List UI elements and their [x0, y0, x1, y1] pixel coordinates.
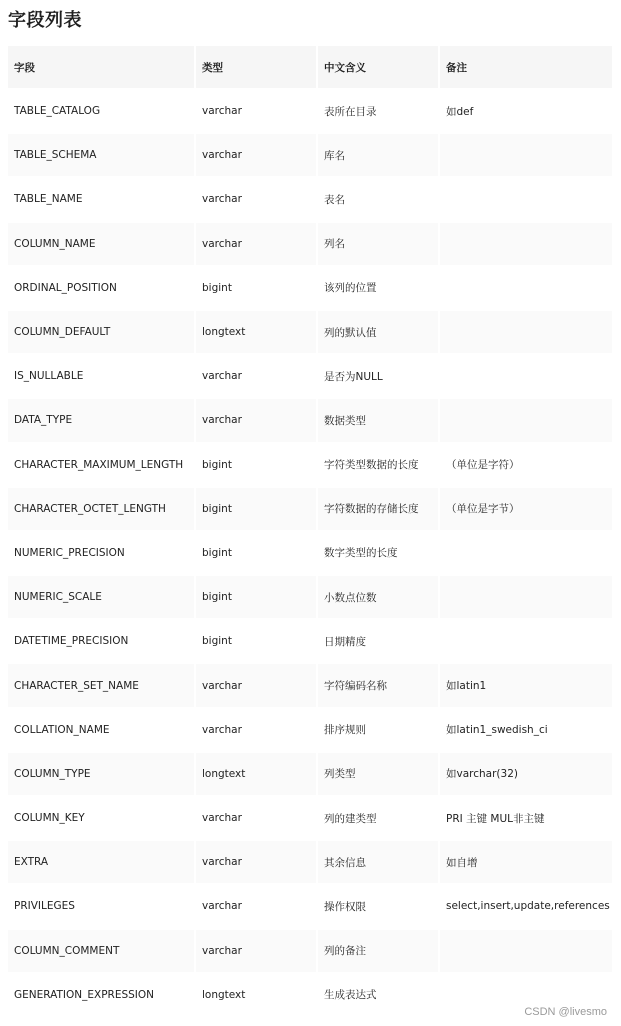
cell-remark — [440, 930, 612, 972]
header-meaning: 中文含义 — [318, 46, 438, 88]
cell-field: COLUMN_NAME — [8, 223, 194, 265]
cell-meaning: 表名 — [318, 178, 438, 220]
cell-meaning: 列名 — [318, 223, 438, 265]
cell-field: CHARACTER_MAXIMUM_LENGTH — [8, 444, 194, 486]
cell-meaning: 数据类型 — [318, 399, 438, 441]
cell-type: varchar — [196, 399, 316, 441]
cell-type: varchar — [196, 841, 316, 883]
cell-type: varchar — [196, 709, 316, 751]
cell-meaning: 其余信息 — [318, 841, 438, 883]
cell-remark — [440, 532, 612, 574]
cell-field: NUMERIC_SCALE — [8, 576, 194, 618]
header-type: 类型 — [196, 46, 316, 88]
cell-type: bigint — [196, 532, 316, 574]
cell-type: varchar — [196, 223, 316, 265]
page-title: 字段列表 — [8, 10, 82, 31]
field-table — [6, 44, 614, 1018]
cell-remark — [440, 178, 612, 220]
cell-field: GENERATION_EXPRESSION — [8, 974, 194, 1016]
cell-meaning: 字符类型数据的长度 — [318, 444, 438, 486]
table-row — [8, 134, 612, 176]
cell-type: longtext — [196, 311, 316, 353]
table-row — [8, 841, 612, 883]
cell-type: varchar — [196, 134, 316, 176]
table-row — [8, 267, 612, 309]
cell-field: TABLE_NAME — [8, 178, 194, 220]
table-row — [8, 355, 612, 397]
cell-meaning: 排序规则 — [318, 709, 438, 751]
cell-type: varchar — [196, 797, 316, 839]
header-row — [8, 46, 612, 88]
cell-type: longtext — [196, 753, 316, 795]
header-field: 字段 — [8, 46, 194, 88]
cell-field: TABLE_CATALOG — [8, 90, 194, 132]
cell-field: IS_NULLABLE — [8, 355, 194, 397]
cell-type: bigint — [196, 488, 316, 530]
cell-meaning: 表所在目录 — [318, 90, 438, 132]
table-row — [8, 709, 612, 751]
cell-remark — [440, 576, 612, 618]
table-header — [8, 46, 612, 88]
cell-remark: （单位是字节） — [440, 488, 612, 530]
table-row — [8, 532, 612, 574]
cell-remark — [440, 399, 612, 441]
cell-field: DATETIME_PRECISION — [8, 620, 194, 662]
cell-field: COLUMN_TYPE — [8, 753, 194, 795]
table-row — [8, 311, 612, 353]
cell-field: COLUMN_DEFAULT — [8, 311, 194, 353]
cell-field: COLUMN_KEY — [8, 797, 194, 839]
cell-type: varchar — [196, 664, 316, 706]
table-row — [8, 930, 612, 972]
cell-meaning: 小数点位数 — [318, 576, 438, 618]
cell-type: bigint — [196, 267, 316, 309]
cell-field: EXTRA — [8, 841, 194, 883]
table-row — [8, 885, 612, 927]
cell-meaning: 生成表达式 — [318, 974, 438, 1016]
cell-remark: 如varchar(32) — [440, 753, 612, 795]
cell-meaning: 列的默认值 — [318, 311, 438, 353]
cell-type: varchar — [196, 90, 316, 132]
cell-meaning: 列的建类型 — [318, 797, 438, 839]
table-row — [8, 488, 612, 530]
cell-field: DATA_TYPE — [8, 399, 194, 441]
cell-remark: 如latin1 — [440, 664, 612, 706]
cell-type: bigint — [196, 444, 316, 486]
cell-field: CHARACTER_OCTET_LENGTH — [8, 488, 194, 530]
cell-remark: （单位是字符） — [440, 444, 612, 486]
cell-field: NUMERIC_PRECISION — [8, 532, 194, 574]
cell-type: bigint — [196, 576, 316, 618]
table-row — [8, 399, 612, 441]
cell-remark — [440, 267, 612, 309]
cell-type: bigint — [196, 620, 316, 662]
cell-remark: PRI 主键 MUL非主键 — [440, 797, 612, 839]
table-row — [8, 576, 612, 618]
cell-field: COLUMN_COMMENT — [8, 930, 194, 972]
cell-meaning: 库名 — [318, 134, 438, 176]
table-row — [8, 620, 612, 662]
cell-type: varchar — [196, 178, 316, 220]
cell-meaning: 列类型 — [318, 753, 438, 795]
cell-remark: 如自增 — [440, 841, 612, 883]
table-row — [8, 444, 612, 486]
cell-meaning: 是否为NULL — [318, 355, 438, 397]
cell-type: varchar — [196, 885, 316, 927]
table-row — [8, 753, 612, 795]
cell-field: ORDINAL_POSITION — [8, 267, 194, 309]
table-row — [8, 974, 612, 1016]
watermark: CSDN @livesmo — [524, 1006, 607, 1018]
cell-field: PRIVILEGES — [8, 885, 194, 927]
cell-field: COLLATION_NAME — [8, 709, 194, 751]
table-row — [8, 797, 612, 839]
table-row — [8, 90, 612, 132]
table-row — [8, 664, 612, 706]
cell-meaning: 数字类型的长度 — [318, 532, 438, 574]
cell-meaning: 列的备注 — [318, 930, 438, 972]
cell-type: varchar — [196, 930, 316, 972]
cell-type: longtext — [196, 974, 316, 1016]
cell-meaning: 日期精度 — [318, 620, 438, 662]
cell-meaning: 字符编码名称 — [318, 664, 438, 706]
cell-meaning: 字符数据的存储长度 — [318, 488, 438, 530]
cell-meaning: 操作权限 — [318, 885, 438, 927]
cell-meaning: 该列的位置 — [318, 267, 438, 309]
cell-remark — [440, 134, 612, 176]
cell-remark — [440, 311, 612, 353]
cell-remark: 如latin1_swedish_ci — [440, 709, 612, 751]
cell-remark — [440, 355, 612, 397]
cell-remark — [440, 620, 612, 662]
cell-type: varchar — [196, 355, 316, 397]
cell-remark — [440, 223, 612, 265]
cell-field: CHARACTER_SET_NAME — [8, 664, 194, 706]
cell-remark: select,insert,update,references — [440, 885, 612, 927]
table-row — [8, 223, 612, 265]
cell-remark: 如def — [440, 90, 612, 132]
cell-field: TABLE_SCHEMA — [8, 134, 194, 176]
field-table-container — [8, 46, 612, 1018]
header-remark: 备注 — [440, 46, 612, 88]
table-row — [8, 178, 612, 220]
table-body — [8, 90, 612, 1016]
